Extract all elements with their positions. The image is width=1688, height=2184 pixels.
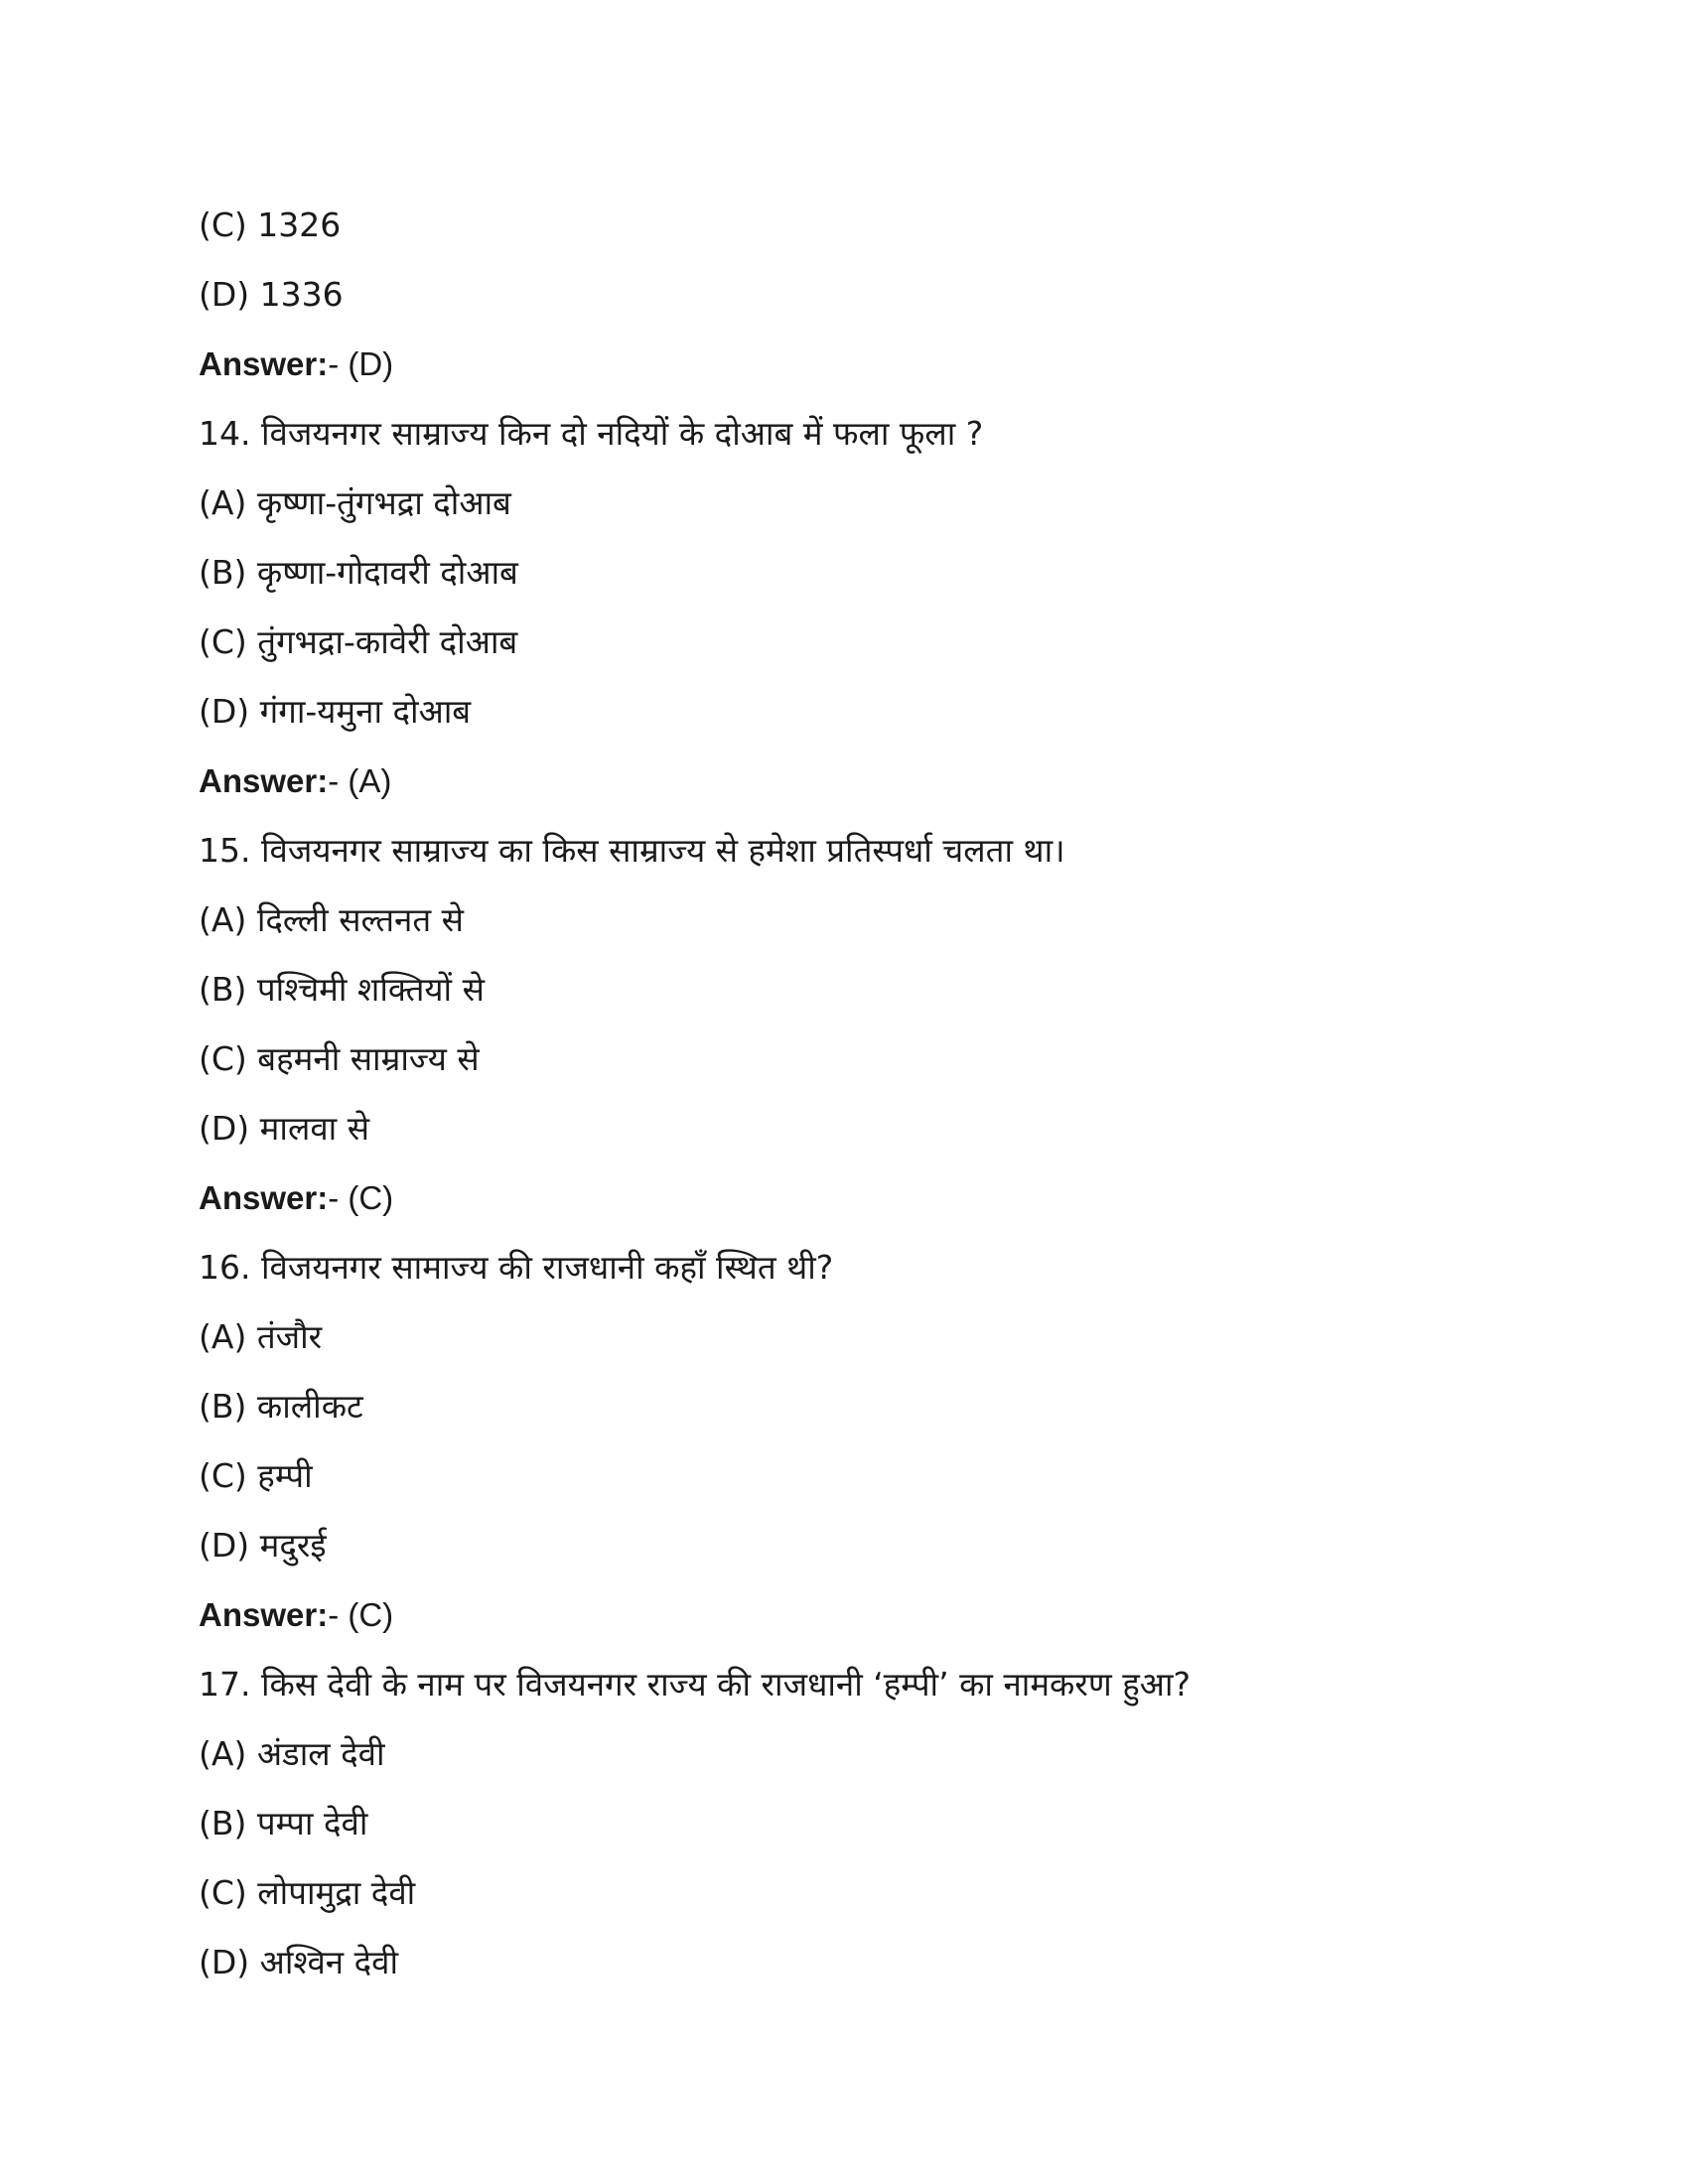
option-label: (A) [199, 1734, 247, 1773]
option-d [199, 260, 1489, 330]
option-c [199, 1858, 1489, 1928]
option-b [199, 538, 1489, 608]
question-text: 16. विजयनगर सामाज्य की राजधानी कहाँ स्थित थी? [199, 1248, 834, 1287]
option-label: (D) [199, 1943, 250, 1981]
option-text: पश्चिमी शक्तियों से [256, 970, 485, 1009]
answer-value: - (C) [328, 1596, 394, 1633]
option-c [199, 191, 1489, 260]
option-label: (C) [199, 622, 247, 661]
answer-label: Answer: [199, 345, 329, 382]
option-label: (C) [199, 1456, 247, 1495]
option-text: बहमनी साम्राज्य से [257, 1039, 480, 1078]
option-text: पम्पा देवी [256, 1804, 368, 1843]
answer-value: - (C) [328, 1179, 394, 1216]
option-d [199, 1928, 1489, 1997]
option-label: (B) [199, 553, 247, 592]
option-label: (A) [199, 900, 247, 939]
option-a [199, 469, 1489, 538]
option-b [199, 1789, 1489, 1858]
option-text: कृष्णा-तुंगभद्रा दोआब [256, 483, 511, 522]
option-label: (C) [199, 1873, 247, 1912]
option-text: तंजौर [256, 1317, 323, 1356]
question-text: 17. किस देवी के नाम पर विजयनगर राज्य की राजधानी ‘हम्पी’ का नामकरण हुआ? [199, 1665, 1192, 1704]
document-page [199, 191, 1489, 1997]
answer-label: Answer: [199, 1596, 329, 1633]
option-text: अश्विन देवी [259, 1943, 399, 1981]
answer-value: - (A) [328, 762, 392, 799]
option-c [199, 1441, 1489, 1511]
option-text: हम्पी [257, 1456, 313, 1495]
answer-line [199, 1163, 1489, 1233]
option-c [199, 608, 1489, 677]
option-label: (D) [199, 692, 250, 731]
option-label: (D) [199, 275, 250, 314]
option-text: 1336 [259, 275, 344, 314]
answer-label: Answer: [199, 1179, 329, 1216]
option-text: कृष्णा-गोदावरी दोआब [256, 553, 518, 592]
answer-label: Answer: [199, 762, 329, 799]
answer-line [199, 747, 1489, 816]
option-label: (D) [199, 1526, 250, 1565]
option-d [199, 1094, 1489, 1163]
option-label: (A) [199, 483, 247, 522]
option-text: मदुरई [259, 1526, 327, 1565]
option-d [199, 1511, 1489, 1580]
option-text: अंडाल देवी [256, 1734, 385, 1773]
option-text: तुंगभद्रा-कावेरी दोआब [257, 622, 518, 661]
option-text: कालीकट [256, 1387, 363, 1426]
option-text: गंगा-यमुना दोआब [259, 692, 472, 731]
option-a [199, 1719, 1489, 1789]
answer-line [199, 330, 1489, 399]
option-a [199, 1302, 1489, 1372]
option-label: (C) [199, 205, 247, 244]
option-d [199, 677, 1489, 747]
option-label: (D) [199, 1109, 250, 1148]
option-text: मालवा से [259, 1109, 370, 1148]
option-label: (A) [199, 1317, 247, 1356]
option-b [199, 1372, 1489, 1441]
option-b [199, 955, 1489, 1024]
option-text: 1326 [257, 205, 342, 244]
option-label: (B) [199, 1387, 247, 1426]
option-text: दिल्ली सल्तनत से [256, 900, 464, 939]
question-text: 14. विजयनगर साम्राज्य किन दो नदियों के दोआब में फला फूला ? [199, 414, 984, 453]
option-text: लोपामुद्रा देवी [257, 1873, 416, 1912]
answer-value: - (D) [328, 345, 394, 382]
question-text: 15. विजयनगर साम्राज्य का किस साम्राज्य से हमेशा प्रतिस्पर्धा चलता था। [199, 831, 1065, 870]
option-a [199, 886, 1489, 955]
option-label: (B) [199, 1804, 247, 1843]
option-label: (C) [199, 1039, 247, 1078]
option-c [199, 1024, 1489, 1094]
answer-line [199, 1580, 1489, 1650]
option-label: (B) [199, 970, 247, 1009]
